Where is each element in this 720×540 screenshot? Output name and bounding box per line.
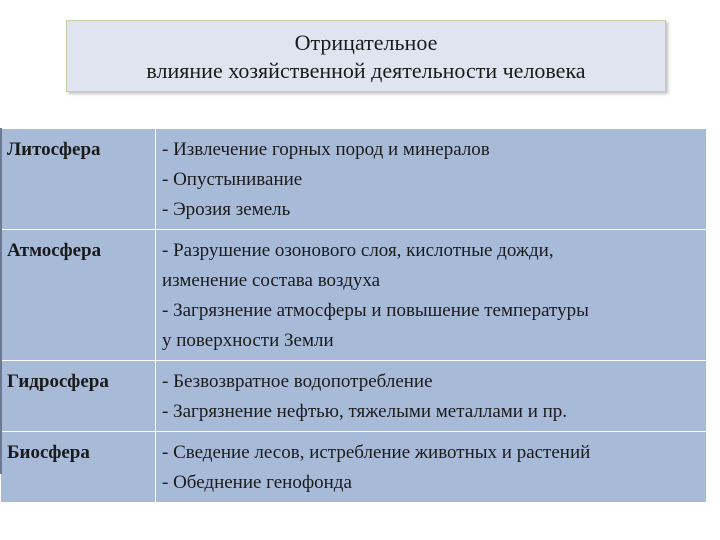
sphere-label-hydrosphere: Гидросфера: [7, 371, 109, 392]
impact-table: [0, 128, 707, 503]
title-line-1: Отрицательное: [294, 30, 438, 55]
title-line-2: влияние хозяйственной деятельности человека: [146, 58, 586, 83]
effects-cell: [156, 230, 707, 361]
effect-item: - Опустынивание: [162, 169, 303, 190]
effect-item: - Обеднение генофонда: [162, 472, 352, 493]
effect-item: у поверхности Земли: [162, 330, 334, 351]
sphere-cell: [1, 361, 156, 432]
sphere-cell: [1, 230, 156, 361]
table-row-lithosphere: [1, 129, 707, 230]
effects-cell: [156, 361, 707, 432]
sphere-cell: [1, 432, 156, 503]
effect-item: - Безвозвратное водопотребление: [162, 371, 433, 392]
effect-item: - Загрязнение нефтью, тяжелыми металлами и пр.: [162, 401, 568, 422]
sphere-label-atmosphere: Атмосфера: [7, 240, 102, 261]
table-row-atmosphere: [1, 230, 707, 361]
effects-cell: [156, 432, 707, 503]
effect-item: - Эрозия земель: [162, 199, 291, 220]
effect-item: - Сведение лесов, истребление животных и растений: [162, 442, 591, 463]
sphere-cell: [1, 129, 156, 230]
table-row-biosphere: [1, 432, 707, 503]
sphere-label-lithosphere: Литосфера: [7, 139, 101, 160]
table-left-edge: [0, 128, 2, 474]
sphere-label-biosphere: Биосфера: [7, 442, 90, 463]
effects-cell: [156, 129, 707, 230]
slide-title: [66, 20, 666, 92]
effect-item: изменение состава воздуха: [162, 270, 381, 291]
effect-item: - Загрязнение атмосферы и повышение температуры: [162, 300, 589, 321]
effect-item: - Извлечение горных пород и минералов: [162, 139, 490, 160]
table-row-hydrosphere: [1, 361, 707, 432]
effect-item: - Разрушение озонового слоя, кислотные дожди,: [162, 240, 554, 261]
